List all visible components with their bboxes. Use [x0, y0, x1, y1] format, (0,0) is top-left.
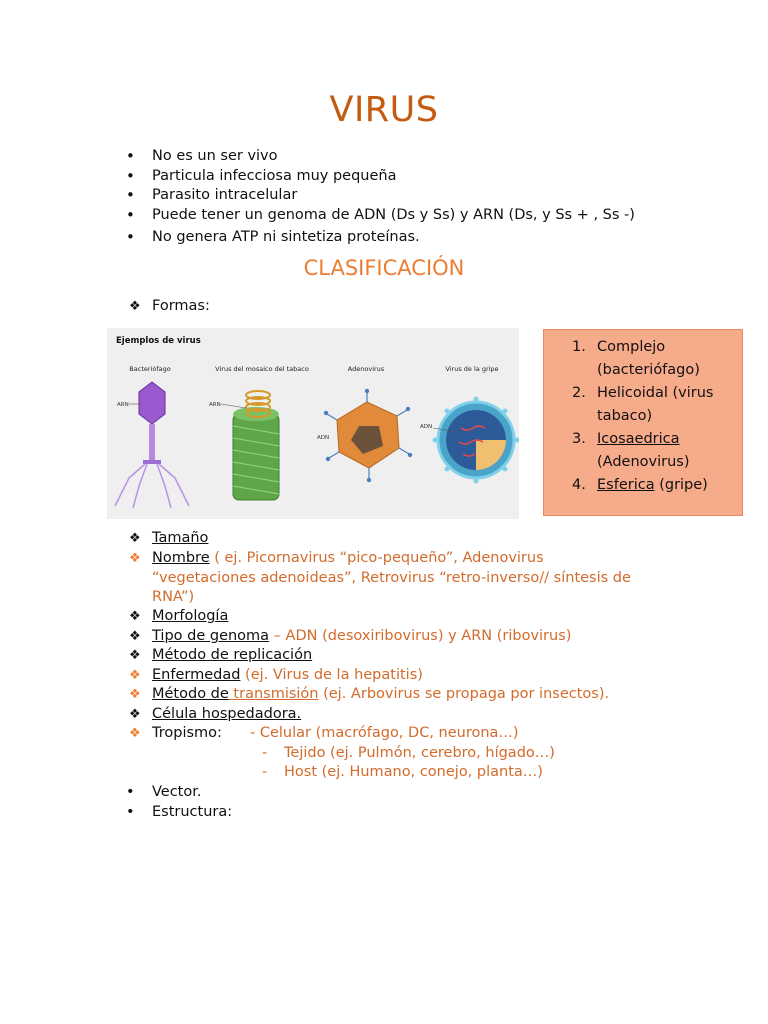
- figure-part-label: ADN: [420, 424, 433, 430]
- tropismo-item: Host (ej. Humano, conejo, planta…): [284, 764, 543, 780]
- formas-label: Formas:: [152, 298, 210, 314]
- tropismo-dash: -: [262, 745, 268, 761]
- criteria-metodo-replicacion: Método de replicación: [152, 647, 313, 663]
- criteria-nombre-cont: “vegetaciones adenoideas”, Retrovirus “retro-inverso// síntesis de: [152, 570, 631, 586]
- list-item: • Particula infecciosa muy pequeña: [126, 167, 635, 187]
- section-heading: CLASIFICACIÓN: [303, 256, 465, 280]
- virus-illustrations: [107, 328, 519, 519]
- criteria-tropismo: Tropismo:: [152, 725, 222, 741]
- criteria-nombre: Nombre ( ej. Picornavirus “pico-pequeño”, Adenovirus: [152, 550, 544, 566]
- list-item: • Estructura:: [126, 803, 232, 823]
- figure-title: Ejemplos de virus: [116, 336, 201, 346]
- list-item: 2. Helicoidal (virus tabaco): [572, 385, 714, 424]
- list-item: • Puede tener un genoma de ADN (Ds y Ss) y ARN (Ds, y Ss + , Ss -): [126, 206, 635, 226]
- criteria-tamano: Tamaño: [152, 530, 209, 546]
- final-bullet-list: [126, 783, 232, 822]
- list-item: • No es un ser vivo: [126, 147, 635, 167]
- figure-label-bacteriophage: Bacteriófago: [129, 365, 171, 373]
- criteria-morfologia: Morfología: [152, 608, 229, 624]
- list-item: • No genera ATP ni sintetiza proteínas.: [126, 225, 635, 247]
- diamond-bullet-icon: ❖: [129, 707, 141, 722]
- tropismo-item: - Celular (macrófago, DC, neurona…): [250, 725, 519, 741]
- criteria-enfermedad: Enfermedad (ej. Virus de la hepatitis): [152, 667, 423, 683]
- list-item: • Vector.: [126, 783, 232, 803]
- criteria-nombre-cont: RNA”): [152, 589, 195, 605]
- tmv-illustration: [221, 391, 279, 500]
- figure-label-tmv: Virus del mosaico del tabaco: [215, 365, 309, 373]
- diamond-bullet-icon: ❖: [129, 726, 141, 741]
- adenovirus-illustration: [324, 389, 412, 482]
- tropismo-dash: -: [262, 764, 268, 780]
- criteria-celula-hospedadora: Célula hospedadora.: [152, 706, 302, 722]
- diamond-bullet-icon: ❖: [129, 531, 141, 546]
- influenza-illustration: [433, 397, 520, 484]
- diamond-bullet-icon: ❖: [129, 668, 141, 683]
- virus-examples-figure: [107, 328, 519, 519]
- figure-part-label: ARN: [209, 402, 221, 408]
- list-item: • Parasito intracelular: [126, 186, 635, 206]
- list-item: 3. Icosaedrica (Adenovirus): [572, 431, 690, 470]
- criteria-metodo-transmision: Método de transmisión (ej. Arbovirus se propaga por insectos).: [152, 686, 610, 702]
- intro-bullet-list: [126, 147, 635, 247]
- criteria-tipo-genoma: Tipo de genoma – ADN (desoxiribovirus) y ARN (ribovirus): [152, 628, 572, 644]
- forms-list-box: [543, 329, 743, 516]
- bacteriophage-illustration: [115, 382, 189, 508]
- diamond-bullet-icon: ❖: [129, 629, 141, 644]
- page-title: VIRUS: [329, 90, 439, 130]
- figure-part-label: ARN: [117, 402, 129, 408]
- tropismo-item: Tejido (ej. Pulmón, cerebro, hígado…): [284, 745, 555, 761]
- figure-label-adenovirus: Adenovirus: [347, 365, 385, 373]
- diamond-bullet-icon: ❖: [129, 551, 141, 566]
- diamond-bullet-icon: ❖: [129, 648, 141, 663]
- list-item: 1. Complejo (bacteriófago): [572, 339, 700, 378]
- figure-label-influenza: Virus de la gripe: [445, 365, 499, 373]
- figure-part-label: ADN: [317, 435, 330, 441]
- diamond-bullet-icon: ❖: [129, 687, 141, 702]
- list-item: 4. Esferica (gripe): [572, 477, 708, 493]
- diamond-bullet-icon: ❖: [129, 609, 141, 624]
- diamond-bullet-icon: ❖: [129, 299, 141, 314]
